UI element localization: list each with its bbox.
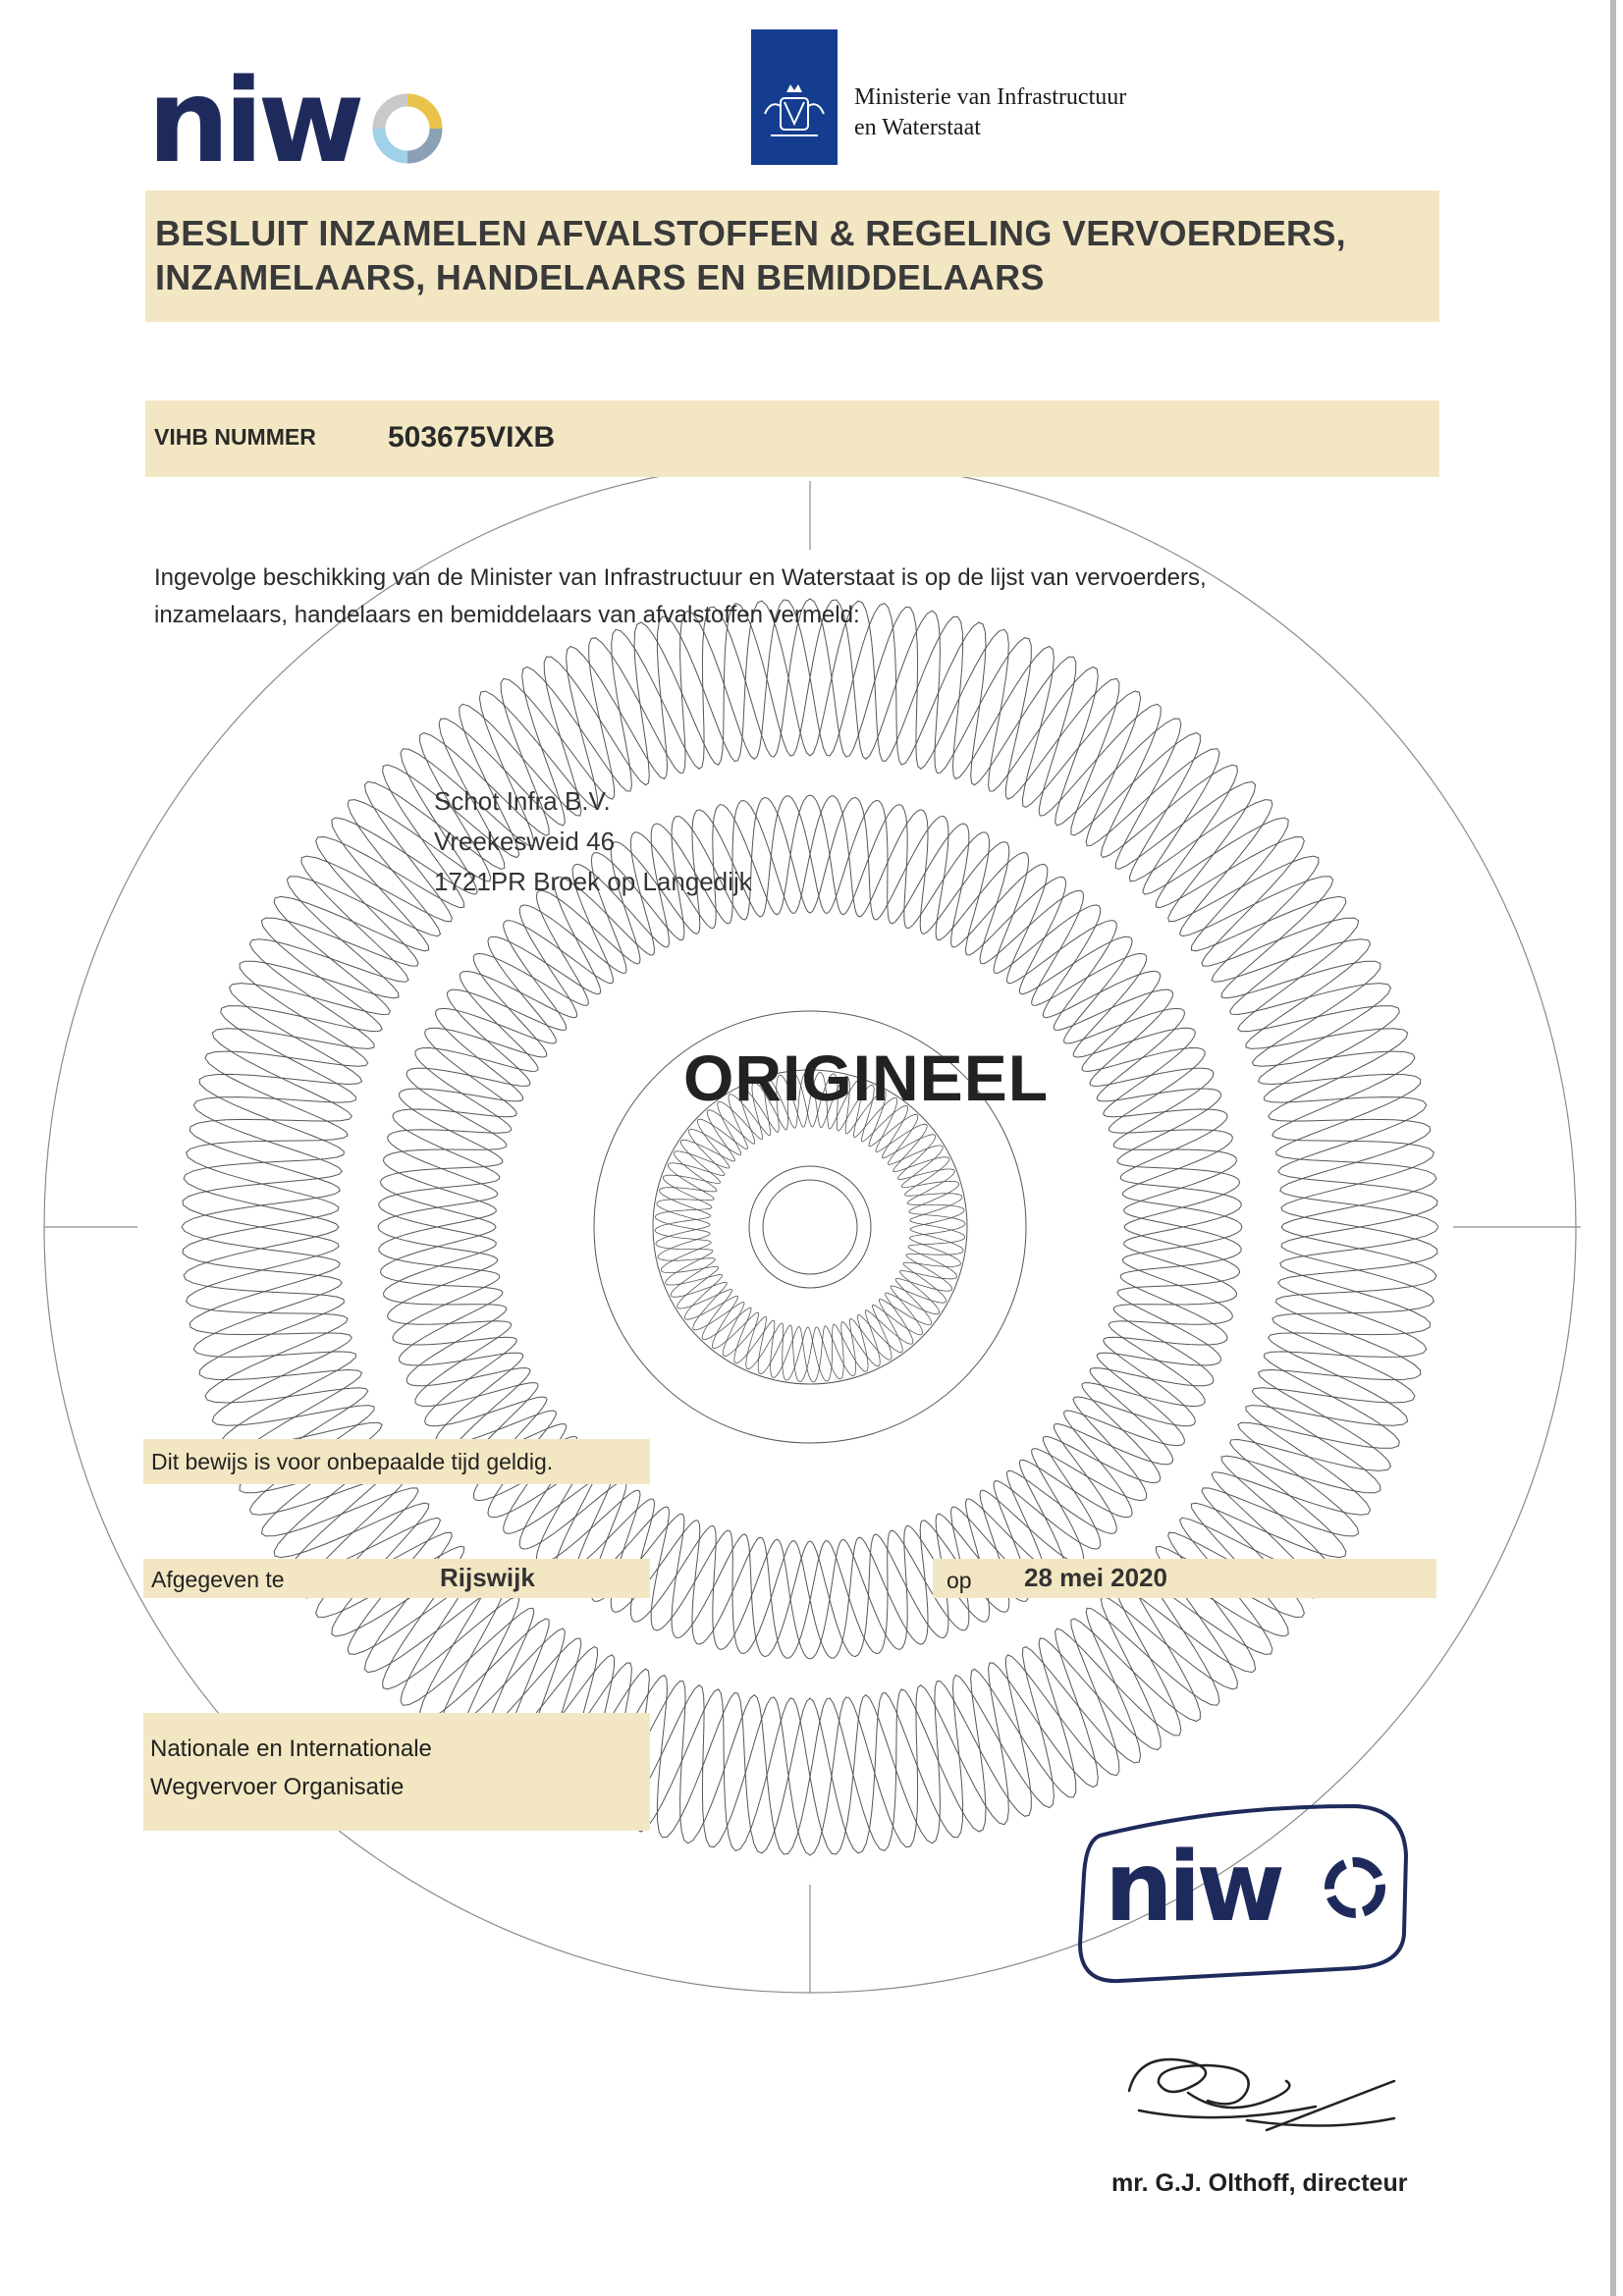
niwo-ring-icon (371, 92, 444, 165)
company-city: 1721PR Broek op Langedijk (434, 867, 752, 896)
company-address (434, 781, 752, 902)
issued-date-band (933, 1559, 1436, 1598)
issued-date: 28 mei 2020 (1024, 1563, 1168, 1592)
signature (1100, 2022, 1414, 2160)
vihb-band (145, 400, 1439, 477)
company-name: Schot Infra B.V. (434, 786, 611, 816)
issued-place: Rijswijk (440, 1563, 535, 1592)
coat-of-arms-icon (751, 29, 838, 165)
ministry-emblem (751, 29, 838, 165)
ministry-name: Ministerie van Infrastructuur en Waterstaat (854, 84, 1127, 140)
company-street: Vreekesweid 46 (434, 827, 616, 856)
niwo-logo: niw (147, 57, 461, 185)
vihb-label: VIHB NUMMER (154, 424, 316, 450)
issued-on-label: op (947, 1568, 972, 1593)
original-stamp: ORIGINEEL (683, 1041, 1050, 1114)
vihb-number: 503675VIXB (388, 421, 556, 454)
intro-text: Ingevolge beschikking van de Minister van Infrastructuur en Waterstaat is op de lijst van vervoerders, inzamelaars, handelaars en bemiddelaars van afvalstoffen vermeld: (154, 564, 1207, 628)
document-title: BESLUIT INZAMELEN AFVALSTOFFEN & REGELING VERVOERDERS, INZAMELAARS, HANDELAARS EN BEMIDDELAARS (155, 213, 1346, 297)
issued-label: Afgegeven te (151, 1567, 285, 1592)
organisation-name: Nationale en Internationale Wegvervoer Organisatie (150, 1735, 432, 1800)
page-edge (1610, 0, 1616, 2296)
niwo-stamp-text: niw (1105, 1832, 1280, 1944)
signatory: mr. G.J. Olthoff, directeur (1111, 2169, 1408, 2197)
validity-text: Dit bewijs is voor onbepaalde tijd geldig. (151, 1449, 554, 1474)
